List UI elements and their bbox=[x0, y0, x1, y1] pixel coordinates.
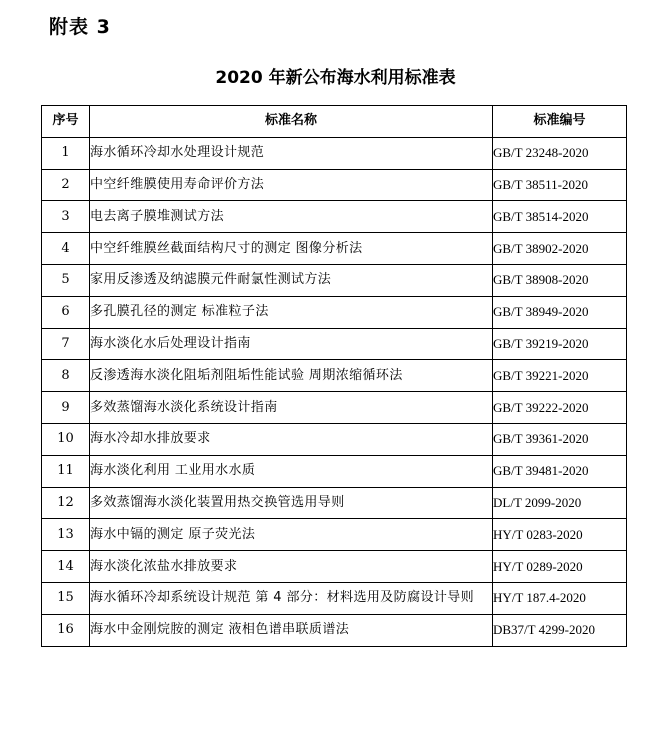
standard-name: 多效蒸馏海水淡化系统设计指南 bbox=[90, 392, 493, 424]
standard-code: GB/T 38949-2020 bbox=[493, 296, 627, 328]
table-row bbox=[42, 169, 627, 201]
row-number: 2 bbox=[42, 169, 90, 201]
table-header-row bbox=[42, 106, 627, 138]
table-body bbox=[42, 137, 627, 646]
table-row bbox=[42, 264, 627, 296]
standard-code: DB37/T 4299-2020 bbox=[493, 614, 627, 646]
standard-name: 海水淡化浓盐水排放要求 bbox=[90, 551, 493, 583]
standard-name: 中空纤维膜丝截面结构尺寸的测定 图像分析法 bbox=[90, 233, 493, 265]
row-number: 8 bbox=[42, 360, 90, 392]
standard-code: GB/T 38514-2020 bbox=[493, 201, 627, 233]
table-row bbox=[42, 328, 627, 360]
row-number: 14 bbox=[42, 551, 90, 583]
row-number: 15 bbox=[42, 582, 90, 614]
standard-code: GB/T 38908-2020 bbox=[493, 264, 627, 296]
standard-name: 电去离子膜堆测试方法 bbox=[90, 201, 493, 233]
standard-code: GB/T 38511-2020 bbox=[493, 169, 627, 201]
standard-code: GB/T 23248-2020 bbox=[493, 137, 627, 169]
standard-code: HY/T 187.4-2020 bbox=[493, 582, 627, 614]
table-row bbox=[42, 582, 627, 614]
row-number: 10 bbox=[42, 423, 90, 455]
standard-code: GB/T 39222-2020 bbox=[493, 392, 627, 424]
standard-name: 海水淡化利用 工业用水水质 bbox=[90, 455, 493, 487]
standard-name: 海水中金刚烷胺的测定 液相色谱串联质谱法 bbox=[90, 614, 493, 646]
standard-name: 海水中镉的测定 原子荧光法 bbox=[90, 519, 493, 551]
row-number: 6 bbox=[42, 296, 90, 328]
header-name: 标准名称 bbox=[90, 106, 493, 138]
row-number: 3 bbox=[42, 201, 90, 233]
table-row bbox=[42, 392, 627, 424]
table-row bbox=[42, 233, 627, 265]
table-row bbox=[42, 487, 627, 519]
row-number: 12 bbox=[42, 487, 90, 519]
row-number: 16 bbox=[42, 614, 90, 646]
table-row bbox=[42, 296, 627, 328]
standard-name: 海水循环冷却系统设计规范 第 4 部分：材料选用及防腐设计导则 bbox=[90, 582, 493, 614]
header-code: 标准编号 bbox=[493, 106, 627, 138]
header-no: 序号 bbox=[42, 106, 90, 138]
row-number: 1 bbox=[42, 137, 90, 169]
row-number: 9 bbox=[42, 392, 90, 424]
table-row bbox=[42, 201, 627, 233]
standard-code: GB/T 38902-2020 bbox=[493, 233, 627, 265]
standards-table bbox=[41, 105, 627, 647]
table-row bbox=[42, 614, 627, 646]
standard-code: GB/T 39481-2020 bbox=[493, 455, 627, 487]
standard-name: 中空纤维膜使用寿命评价方法 bbox=[90, 169, 493, 201]
table-row bbox=[42, 519, 627, 551]
standard-name: 海水淡化水后处理设计指南 bbox=[90, 328, 493, 360]
table-row bbox=[42, 137, 627, 169]
appendix-label: 附表 3 bbox=[49, 16, 111, 38]
row-number: 13 bbox=[42, 519, 90, 551]
document-title: 2020 年新公布海水利用标准表 bbox=[215, 68, 456, 88]
standard-name: 反渗透海水淡化阻垢剂阻垢性能试验 周期浓缩循环法 bbox=[90, 360, 493, 392]
table-row bbox=[42, 551, 627, 583]
standard-name: 海水冷却水排放要求 bbox=[90, 423, 493, 455]
standard-code: HY/T 0289-2020 bbox=[493, 551, 627, 583]
row-number: 11 bbox=[42, 455, 90, 487]
standard-code: GB/T 39219-2020 bbox=[493, 328, 627, 360]
standard-code: GB/T 39361-2020 bbox=[493, 423, 627, 455]
standard-name: 多孔膜孔径的测定 标准粒子法 bbox=[90, 296, 493, 328]
standard-name: 家用反渗透及纳滤膜元件耐氯性测试方法 bbox=[90, 264, 493, 296]
standard-code: HY/T 0283-2020 bbox=[493, 519, 627, 551]
table-row bbox=[42, 360, 627, 392]
table-row bbox=[42, 455, 627, 487]
row-number: 4 bbox=[42, 233, 90, 265]
table-row bbox=[42, 423, 627, 455]
row-number: 7 bbox=[42, 328, 90, 360]
standard-name: 多效蒸馏海水淡化装置用热交换管选用导则 bbox=[90, 487, 493, 519]
standard-name: 海水循环冷却水处理设计规范 bbox=[90, 137, 493, 169]
standard-code: DL/T 2099-2020 bbox=[493, 487, 627, 519]
row-number: 5 bbox=[42, 264, 90, 296]
standard-code: GB/T 39221-2020 bbox=[493, 360, 627, 392]
